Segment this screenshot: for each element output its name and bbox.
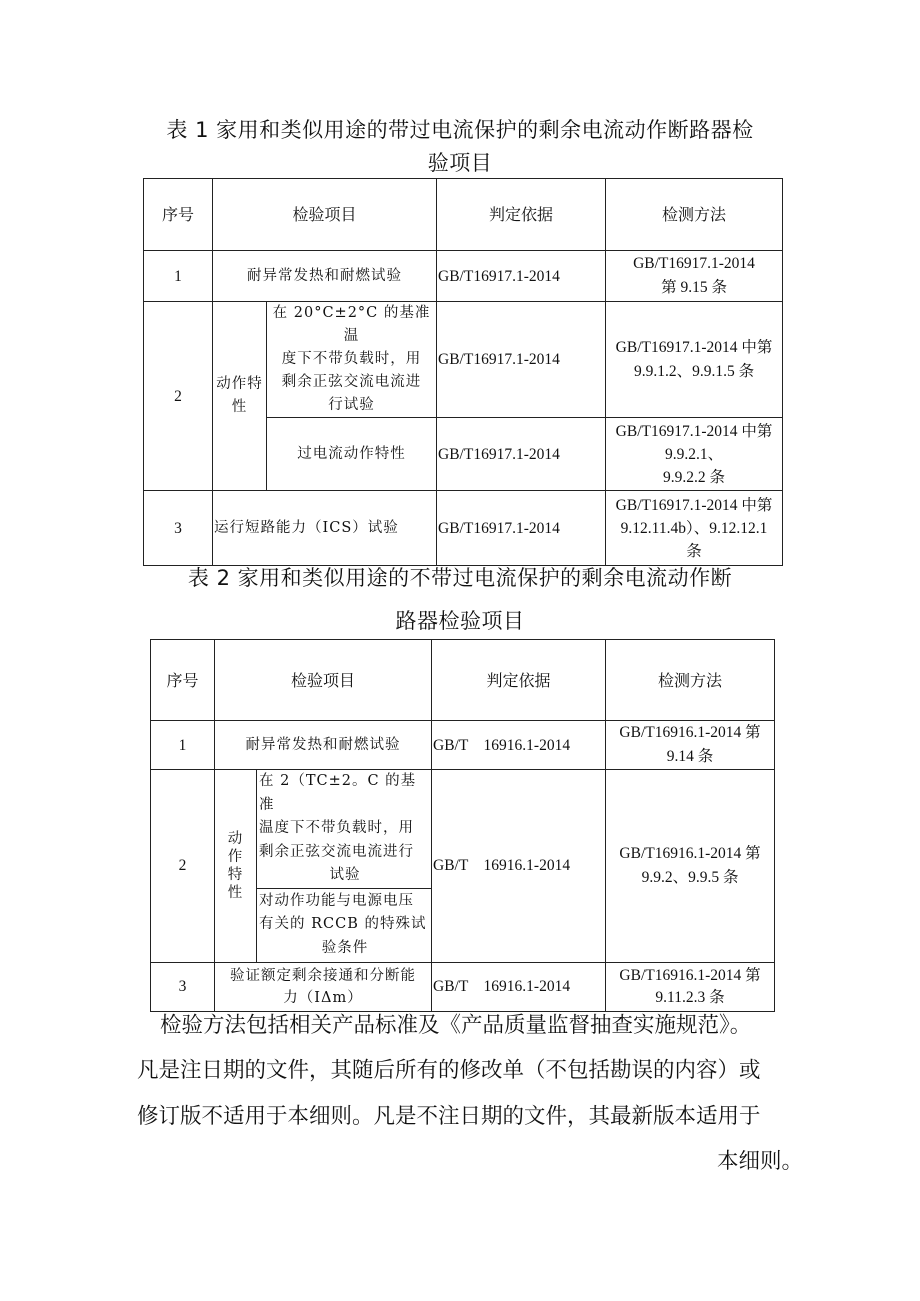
table2-header-method: 检测方法: [606, 640, 775, 721]
table2-r2-sub2-item: 对动作功能与电源电压 有关的 RCCB 的特殊试 验条件: [257, 888, 432, 962]
table-row: [151, 770, 775, 889]
table1-r2-sub2-item: 过电流动作特性: [267, 418, 437, 491]
table-row: [151, 962, 775, 1011]
table2-r2-group: 动 作 特 性: [215, 770, 257, 963]
table2-header-basis: 判定依据: [432, 640, 606, 721]
table2: [150, 639, 775, 1012]
table-row: [144, 491, 783, 566]
table2-r2-method: GB/T16916.1-2014 第 9.9.2、9.9.5 条: [606, 770, 775, 963]
table2-r2-sub1-item: 在 2（TC±2。C 的基准 温度下不带负载时，用 剩余正弦交流电流进行 试验: [257, 770, 432, 889]
table1-r3-no: 3: [144, 491, 213, 566]
table1-r2-no: 2: [144, 302, 213, 491]
table1-title-line2: 验项目: [427, 151, 493, 175]
paragraph-line-3: 修订版不适用于本细则。凡是不注日期的文件，其最新版本适用于: [137, 1104, 761, 1129]
table1-title-line1: 表 1 家用和类似用途的带过电流保护的剩余电流动作断路器检: [166, 118, 754, 142]
table1-r3-item: 运行短路能力（ICS）试验: [213, 491, 437, 566]
table1-r1-item: 耐异常发热和耐燃试验: [213, 251, 437, 302]
table2-r3-item: 验证额定剩余接通和分断能 力（IΔm）: [215, 962, 432, 1011]
table1-r2-sub1-basis: GB/T16917.1-2014: [437, 302, 606, 418]
table2-r1-item: 耐异常发热和耐燃试验: [215, 721, 432, 770]
table1-r1-basis: GB/T16917.1-2014: [437, 251, 606, 302]
table1-header-no: 序号: [144, 179, 213, 251]
table-row: [144, 302, 783, 418]
paragraph-line-4: 本细则。: [717, 1149, 804, 1174]
table1-r2-sub1-item: 在 20°C±2°C 的基准温 度下不带负载时，用 剩余正弦交流电流进 行试验: [267, 302, 437, 418]
table1-r2-group: 动作特 性: [213, 302, 267, 491]
table2-r1-basis: GB/T 16916.1-2014: [432, 721, 606, 770]
table-row: [144, 251, 783, 302]
table2-r1-no: 1: [151, 721, 215, 770]
table1-header-item: 检验项目: [213, 179, 437, 251]
table1-r2-sub1-method: GB/T16917.1-2014 中第 9.9.1.2、9.9.1.5 条: [606, 302, 783, 418]
table2-title-line2: 路器检验项目: [395, 609, 525, 633]
table2-r2-no: 2: [151, 770, 215, 963]
table2-r3-no: 3: [151, 962, 215, 1011]
table1-r2-sub2-method: GB/T16917.1-2014 中第 9.9.2.1、 9.9.2.2 条: [606, 418, 783, 491]
table2-r1-method: GB/T16916.1-2014 第 9.14 条: [606, 721, 775, 770]
table1-r3-method: GB/T16917.1-2014 中第 9.12.11.4b）、9.12.12.1 条: [606, 491, 783, 566]
table-row: [151, 721, 775, 770]
table2-r3-method: GB/T16916.1-2014 第 9.11.2.3 条: [606, 962, 775, 1011]
table1-header-method: 检测方法: [606, 179, 783, 251]
table1-r1-method: GB/T16917.1-2014 第 9.15 条: [606, 251, 783, 302]
table1-r3-basis: GB/T16917.1-2014: [437, 491, 606, 566]
table2-r2-basis: GB/T 16916.1-2014: [432, 770, 606, 963]
table1: [143, 178, 783, 566]
table2-header-item: 检验项目: [215, 640, 432, 721]
table1-r1-no: 1: [144, 251, 213, 302]
table2-header-no: 序号: [151, 640, 215, 721]
table1-r2-sub2-basis: GB/T16917.1-2014: [437, 418, 606, 491]
table2-title-line1: 表 2 家用和类似用途的不带过电流保护的剩余电流动作断: [187, 566, 733, 590]
table2-r3-basis: GB/T 16916.1-2014: [432, 962, 606, 1011]
table1-header-basis: 判定依据: [437, 179, 606, 251]
paragraph-line-1: 检验方法包括相关产品标准及《产品质量监督抽查实施规范》。: [160, 1013, 752, 1038]
paragraph-line-2: 凡是注日期的文件，其随后所有的修改单（不包括勘误的内容）或: [137, 1058, 761, 1083]
